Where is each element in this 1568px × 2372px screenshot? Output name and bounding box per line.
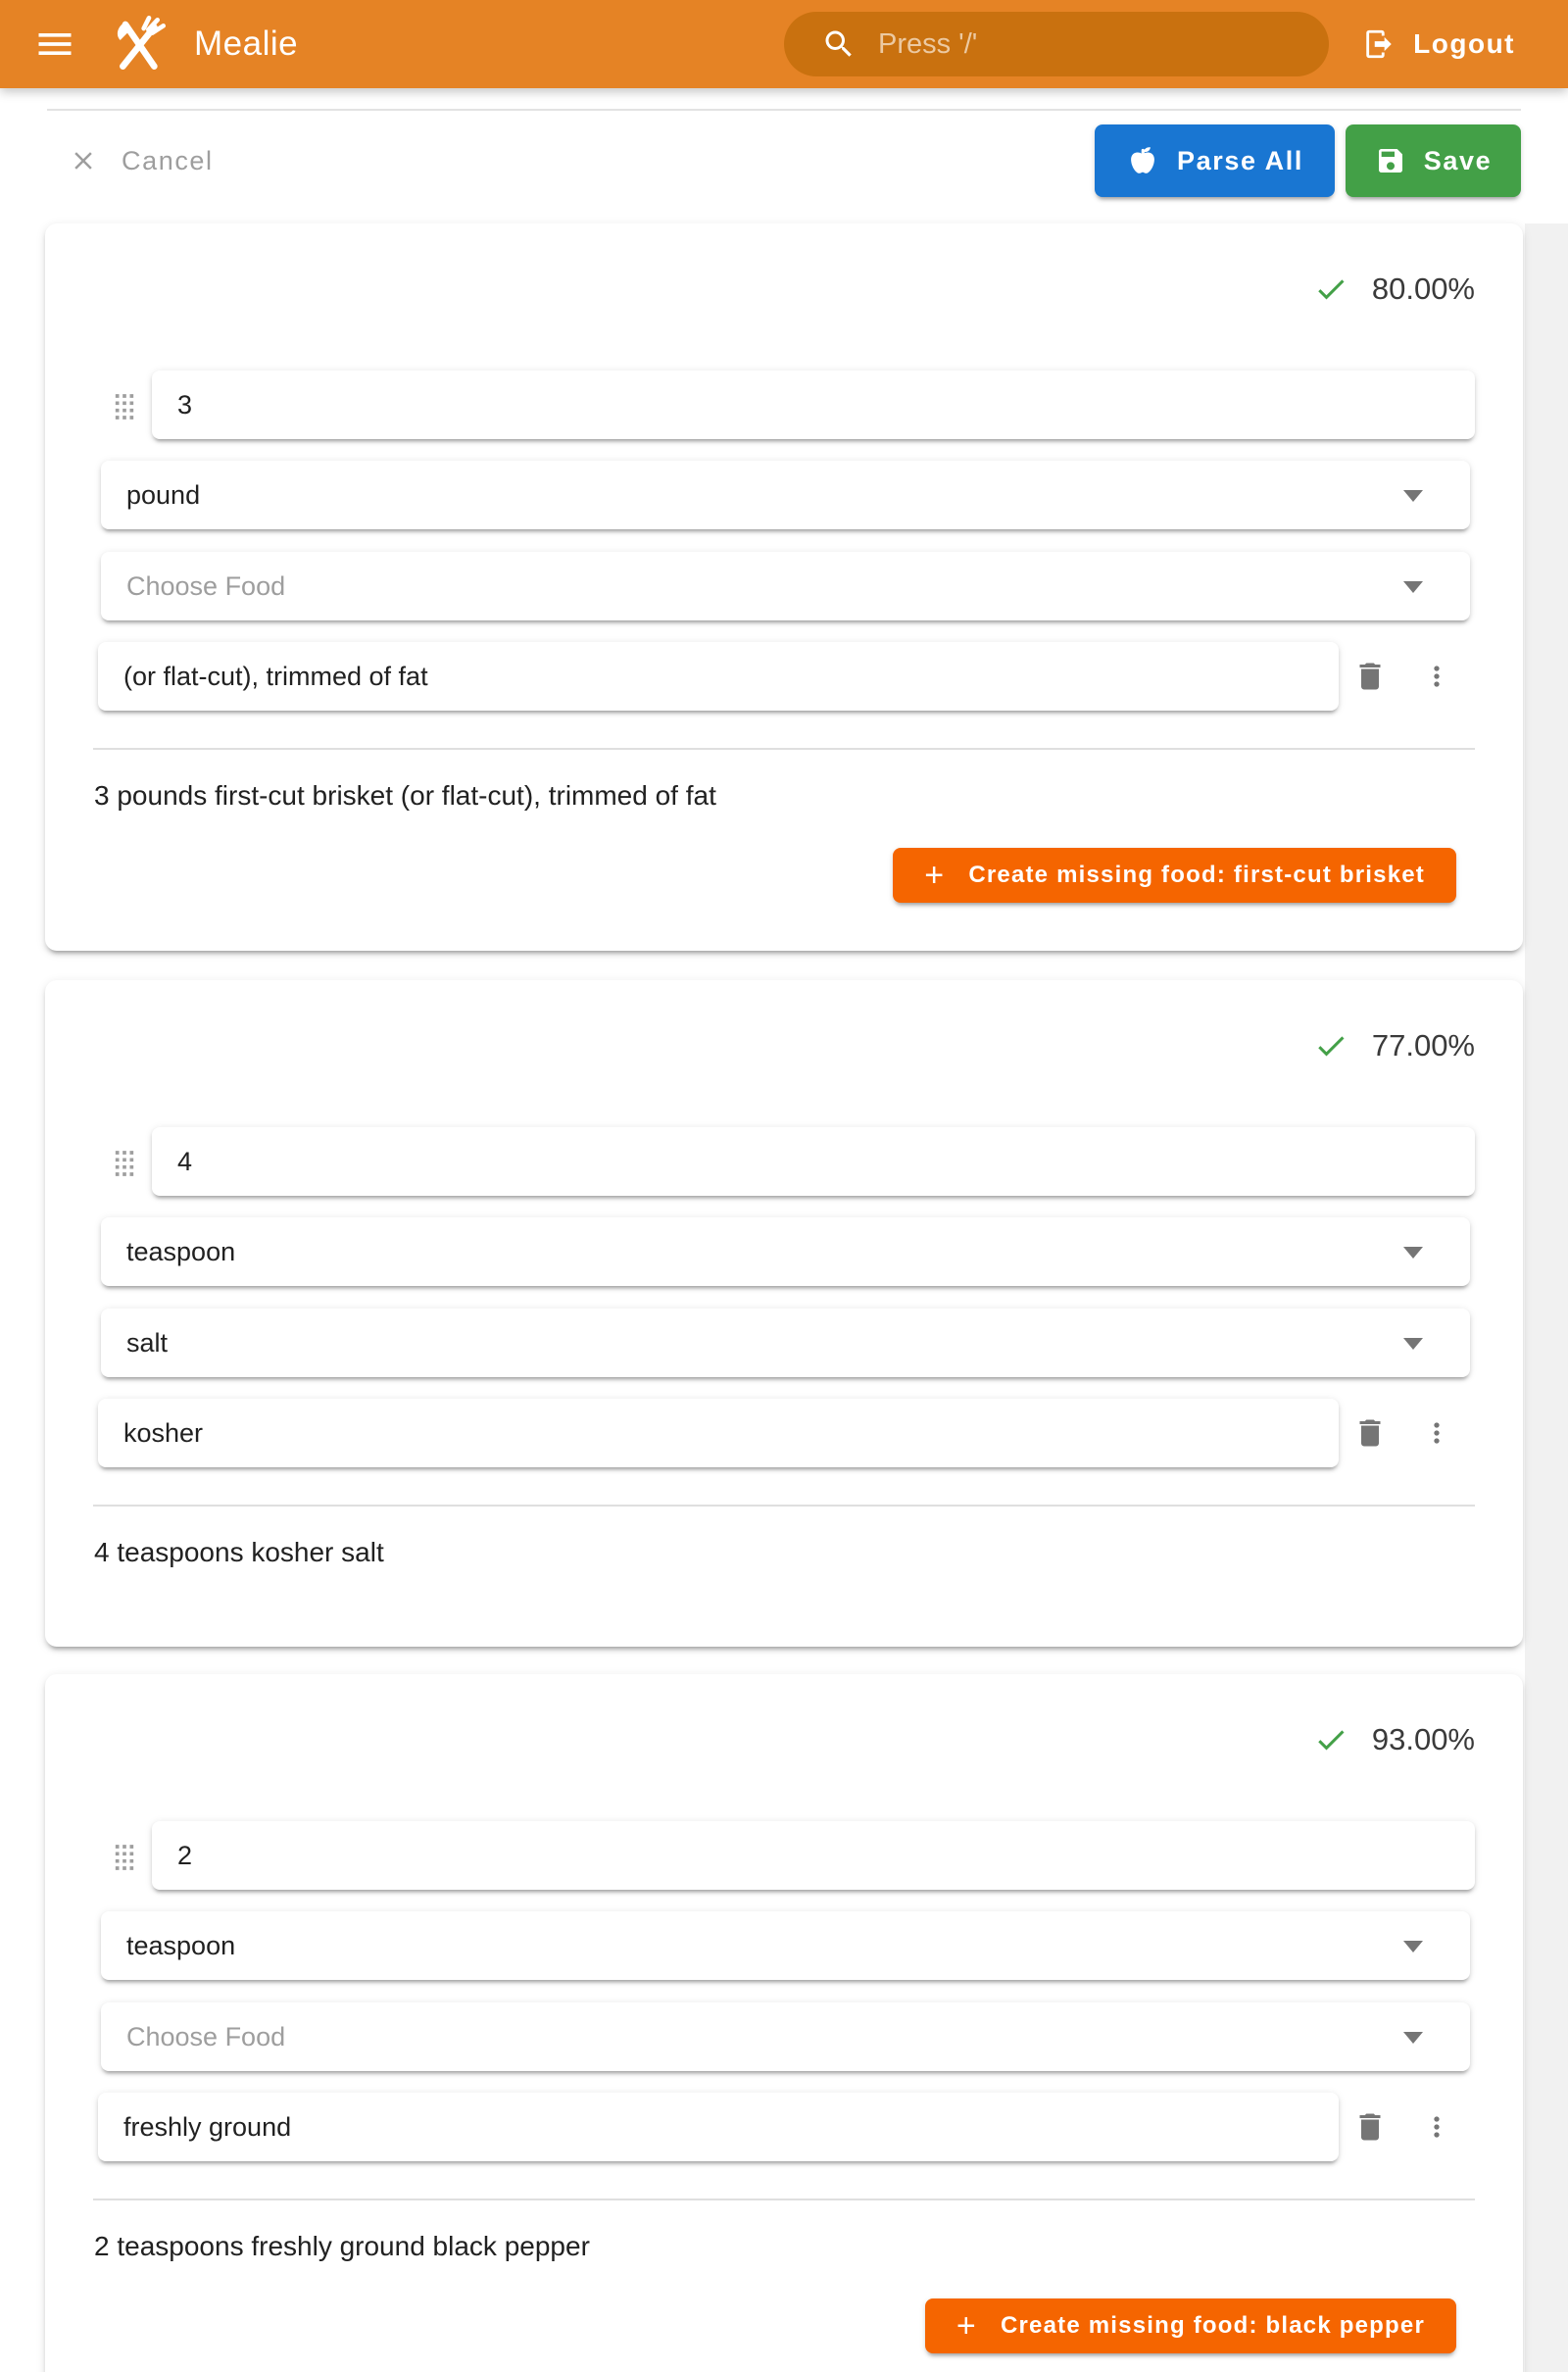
menu-button[interactable] — [20, 9, 90, 79]
food-placeholder: Choose Food — [126, 2021, 286, 2051]
check-icon — [1313, 272, 1348, 307]
cancel-label: Cancel — [122, 145, 214, 175]
close-icon — [69, 146, 98, 175]
note-input[interactable] — [98, 2093, 1339, 2161]
chevron-down-icon — [1403, 1338, 1423, 1350]
food-select[interactable] — [101, 1309, 1470, 1377]
food-select[interactable] — [101, 552, 1470, 620]
chevron-down-icon — [1403, 490, 1423, 502]
plus-icon: + — [956, 2307, 977, 2345]
parse-all-button[interactable] — [1095, 124, 1335, 197]
confidence-value: 93.00% — [1371, 1722, 1475, 1756]
unit-select[interactable] — [101, 1911, 1470, 1980]
delete-ingredient-button[interactable] — [1347, 1409, 1394, 1457]
unit-value: teaspoon — [126, 1236, 236, 1266]
more-options-button[interactable] — [1413, 1409, 1460, 1457]
create-missing-food-label: Create missing food: first-cut brisket — [968, 862, 1425, 888]
quantity-input[interactable] — [152, 1821, 1475, 1890]
divider — [47, 109, 1521, 111]
ingredient-card — [45, 223, 1523, 951]
note-input[interactable] — [98, 1399, 1339, 1467]
drag-handle[interactable] — [102, 384, 147, 429]
drag-handle[interactable] — [102, 1141, 147, 1186]
page-right-gutter — [1525, 223, 1568, 2372]
quantity-input[interactable] — [152, 1127, 1475, 1196]
confidence-indicator — [1313, 263, 1475, 316]
food-select[interactable] — [101, 2002, 1470, 2071]
more-options-button[interactable] — [1413, 653, 1460, 700]
more-options-button[interactable] — [1413, 2103, 1460, 2150]
save-label: Save — [1423, 145, 1493, 175]
unit-select[interactable] — [101, 1217, 1470, 1286]
apple-icon — [1126, 144, 1159, 177]
original-ingredient-text: 3 pounds first-cut brisket (or flat-cut), trimmed of fat — [94, 780, 716, 811]
parse-all-label: Parse All — [1177, 145, 1303, 175]
delete-ingredient-button[interactable] — [1347, 2103, 1394, 2150]
quantity-input[interactable] — [152, 371, 1475, 439]
divider — [93, 2199, 1475, 2200]
check-icon — [1313, 1722, 1348, 1757]
unit-value: teaspoon — [126, 1930, 236, 1960]
food-placeholder: Choose Food — [126, 570, 286, 601]
confidence-indicator — [1313, 1713, 1475, 1766]
drag-grid-icon — [103, 1142, 146, 1185]
food-value: salt — [126, 1327, 169, 1358]
trash-icon — [1352, 659, 1388, 694]
search-icon — [821, 26, 857, 62]
app-bar — [0, 0, 1568, 88]
create-missing-food-button[interactable] — [893, 848, 1456, 903]
create-missing-food-button[interactable] — [925, 2298, 1456, 2353]
confidence-indicator — [1313, 1019, 1475, 1072]
drag-handle[interactable] — [102, 1835, 147, 1880]
confidence-value: 77.00% — [1371, 1028, 1475, 1062]
divider — [93, 748, 1475, 750]
trash-icon — [1352, 2109, 1388, 2145]
ingredient-card — [45, 980, 1523, 1647]
unit-value: pound — [126, 479, 201, 510]
logout-button[interactable] — [1362, 0, 1515, 88]
save-button[interactable] — [1346, 124, 1521, 197]
delete-ingredient-button[interactable] — [1347, 653, 1394, 700]
search-placeholder: Press '/' — [878, 27, 978, 60]
hamburger-icon — [33, 23, 76, 66]
divider — [93, 1505, 1475, 1507]
kebab-menu-icon — [1421, 1417, 1452, 1449]
cancel-button[interactable] — [69, 133, 214, 188]
kebab-menu-icon — [1421, 2111, 1452, 2143]
note-input[interactable] — [98, 642, 1339, 711]
chevron-down-icon — [1403, 581, 1423, 593]
check-icon — [1313, 1028, 1348, 1063]
search-input[interactable] — [784, 12, 1329, 76]
confidence-value: 80.00% — [1371, 272, 1475, 306]
drag-grid-icon — [103, 385, 146, 428]
app-title: Mealie — [194, 25, 299, 63]
create-missing-food-label: Create missing food: black pepper — [1000, 2312, 1425, 2339]
kebab-menu-icon — [1421, 661, 1452, 692]
logout-icon — [1362, 27, 1396, 61]
original-ingredient-text: 2 teaspoons freshly ground black pepper — [94, 2231, 590, 2261]
unit-select[interactable] — [101, 461, 1470, 529]
plus-icon: + — [924, 857, 946, 894]
drag-grid-icon — [103, 1836, 146, 1879]
logout-label: Logout — [1413, 28, 1515, 59]
ingredient-card — [45, 1674, 1523, 2372]
mealie-logo-icon — [106, 13, 169, 75]
chevron-down-icon — [1403, 2032, 1423, 2044]
trash-icon — [1352, 1415, 1388, 1451]
save-icon — [1375, 145, 1406, 176]
chevron-down-icon — [1403, 1247, 1423, 1259]
original-ingredient-text: 4 teaspoons kosher salt — [94, 1537, 384, 1567]
chevron-down-icon — [1403, 1941, 1423, 1952]
